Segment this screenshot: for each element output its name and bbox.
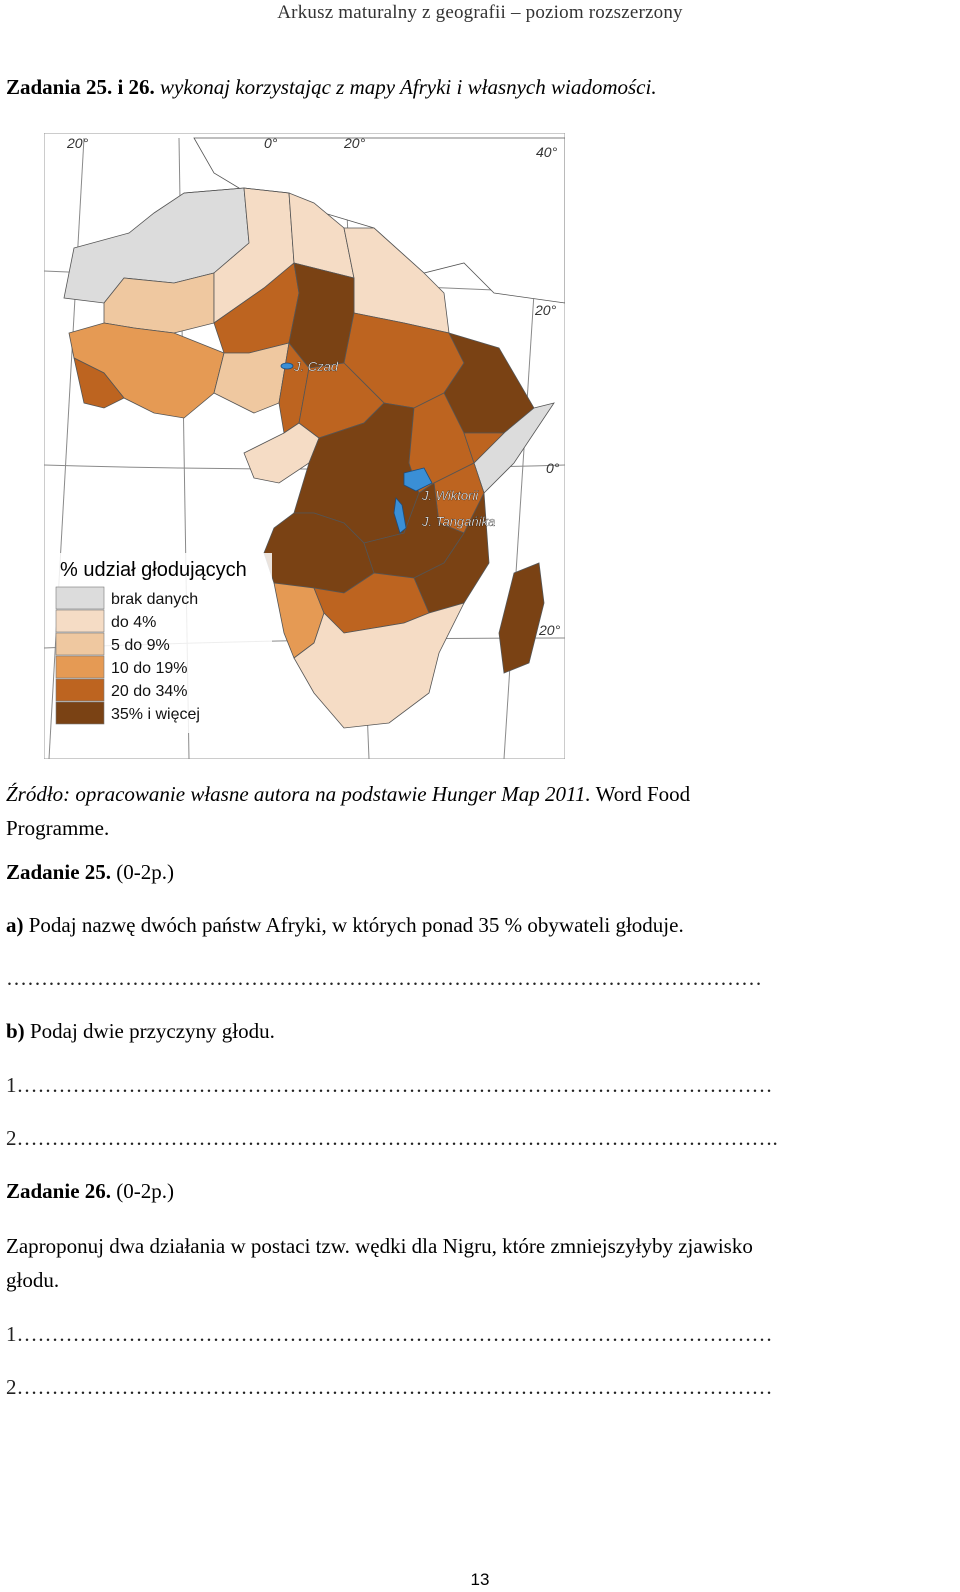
task26-text: Zaproponuj dwa działania w postaci tzw. wędki dla Nigru, które zmniejszyłyby zjawisko xyxy=(6,1234,753,1258)
task26-title: Zadanie 26. xyxy=(6,1179,112,1203)
map-svg xyxy=(44,133,565,759)
answer-line[interactable]: 2……………………………………………………………………………………………… xyxy=(6,1375,773,1399)
task25a-question xyxy=(6,913,684,938)
source-italic: Źródło: opracowanie własne autora na podstawie Hunger Map 2011. xyxy=(6,782,591,806)
legend-label: do 4% xyxy=(111,614,157,631)
grid-label: 20° xyxy=(344,135,366,151)
answer-line[interactable]: 1……………………………………………………………………………………………… xyxy=(6,1073,773,1097)
legend-swatch xyxy=(56,679,104,701)
task26-text-2: głodu. xyxy=(6,1268,60,1292)
grid-label: 20° xyxy=(535,302,557,318)
legend-swatch xyxy=(56,633,104,655)
task25-title: Zadanie 25. xyxy=(6,860,112,884)
lake-label-chad: J. Czad xyxy=(294,359,339,374)
task25-heading xyxy=(6,860,174,885)
lake-chad-shape xyxy=(281,363,293,369)
intro-italic: wykonaj korzystając z mapy Afryki i własnych wiadomości. xyxy=(154,75,657,99)
africa-hunger-map xyxy=(44,133,565,759)
task25b-label: b) xyxy=(6,1019,25,1043)
task26-points: (0-2p.) xyxy=(111,1179,175,1203)
lake-label-victoria: J. Wiktorii xyxy=(422,488,479,503)
task25b-text: Podaj dwie przyczyny głodu. xyxy=(24,1019,275,1043)
legend-label: 20 do 34% xyxy=(111,683,188,700)
legend-swatch xyxy=(56,587,104,609)
task25-points: (0-2p.) xyxy=(111,860,175,884)
legend-label: brak danych xyxy=(111,591,199,608)
page-number: 13 xyxy=(470,1570,490,1589)
grid-label: 20° xyxy=(67,135,89,151)
legend-label: 5 do 9% xyxy=(111,637,170,654)
grid-label: 40° xyxy=(536,144,558,160)
lake-label-tanganyika: J. Tangańika xyxy=(422,514,496,529)
answer-line[interactable]: ……………………………………………………………………………………………… xyxy=(6,966,762,990)
grid-label: 0° xyxy=(264,135,278,151)
answer-line[interactable]: 1……………………………………………………………………………………………… xyxy=(6,1322,773,1346)
legend-title: % udział głodujących xyxy=(60,559,247,581)
source-line xyxy=(6,782,690,807)
legend-label: 35% i więcej xyxy=(111,706,200,723)
grid-label: 0° xyxy=(546,460,560,476)
answer-line[interactable]: 2………………………………………………………………………………………………. xyxy=(6,1126,778,1150)
source-line-2: Programme. xyxy=(6,816,110,840)
task25a-label: a) xyxy=(6,913,24,937)
legend-swatch xyxy=(56,610,104,632)
map-legend xyxy=(56,553,272,733)
task26-heading xyxy=(6,1179,174,1204)
page-header: Arkusz maturalny z geografii – poziom rozszerzony xyxy=(277,2,683,23)
task25b-question xyxy=(6,1019,275,1044)
intro-bold: Zadania 25. i 26. xyxy=(6,75,155,99)
source-rest: Word Food xyxy=(590,782,691,806)
legend-swatch xyxy=(56,656,104,678)
legend-swatch xyxy=(56,702,104,724)
legend-label: 10 do 19% xyxy=(111,660,188,677)
intro-line xyxy=(6,75,657,100)
task25a-text: Podaj nazwę dwóch państw Afryki, w których ponad 35 % obywateli głoduje. xyxy=(23,913,684,937)
grid-label: 20° xyxy=(539,622,561,638)
